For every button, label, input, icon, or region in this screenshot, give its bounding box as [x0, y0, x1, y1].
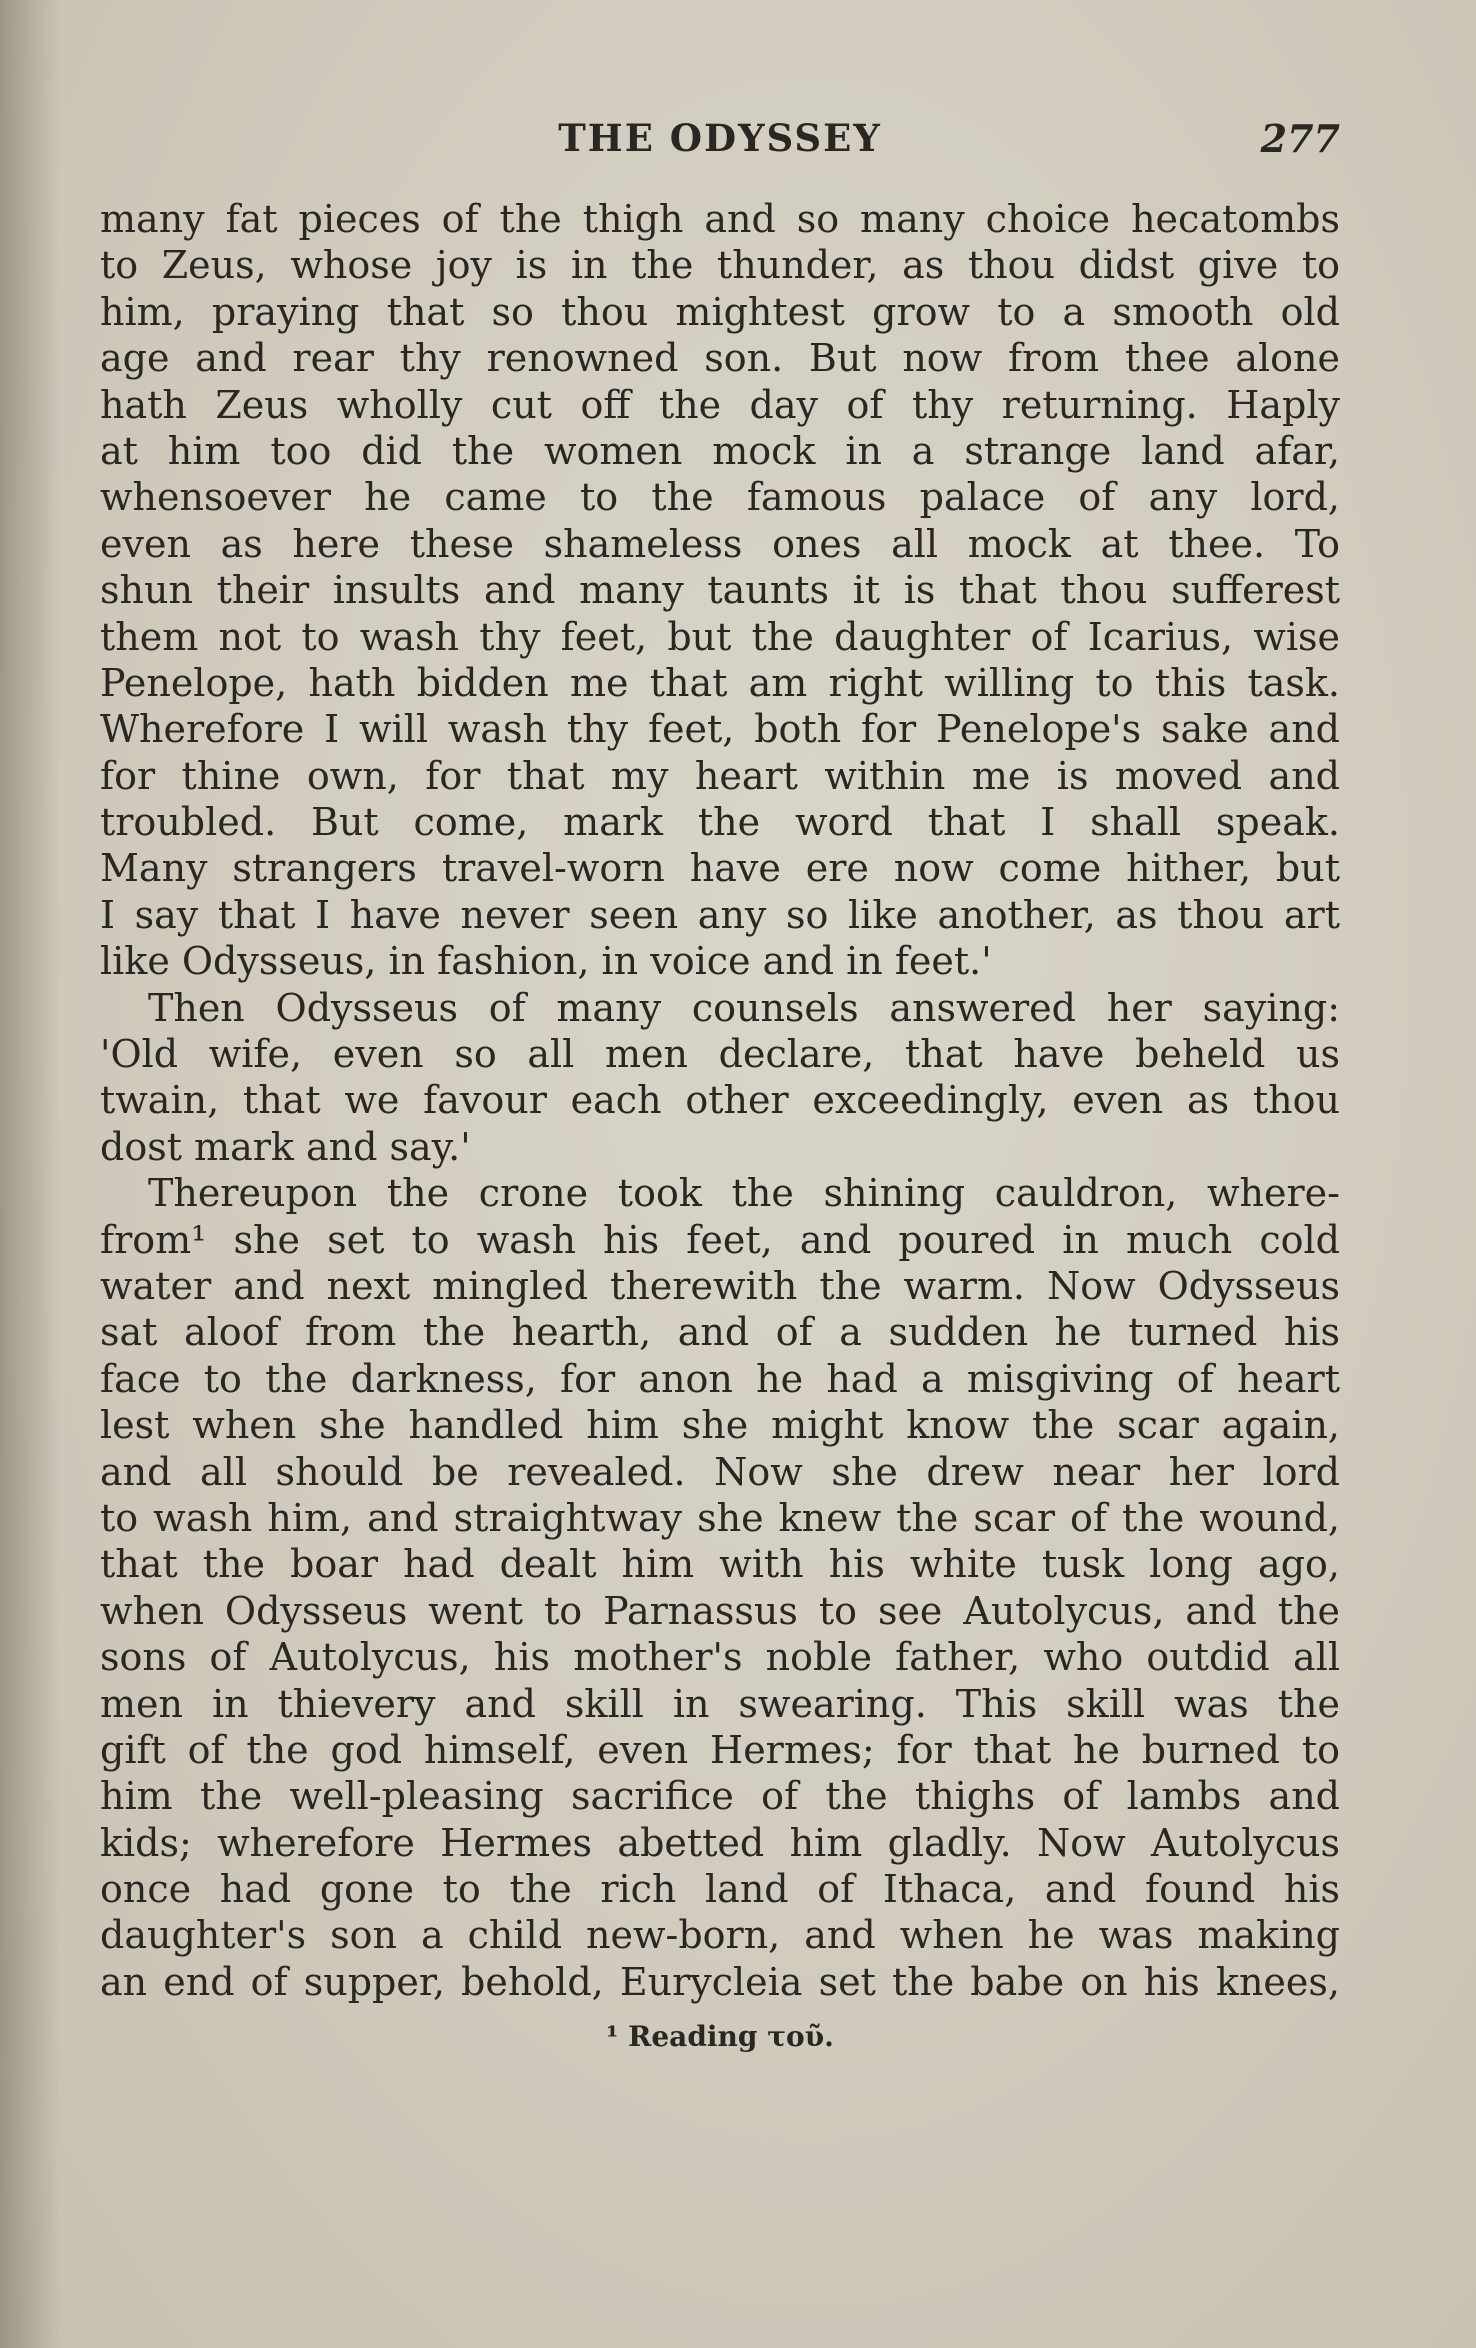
text-line: from¹ she set to wash his feet, and poured in much cold: [100, 1217, 1340, 1262]
text-line: kids; wherefore Hermes abetted him gladly. Now Autolycus: [100, 1820, 1340, 1865]
text-line: Thereupon the crone took the shining cauldron, where-: [148, 1171, 1340, 1216]
text-line: shun their insults and many taunts it is that thou sufferest: [100, 568, 1340, 613]
text-line: that the boar had dealt him with his white tusk long ago,: [100, 1542, 1340, 1587]
text-line: lest when she handled him she might know the scar again,: [100, 1403, 1340, 1448]
page-header: [100, 116, 1340, 176]
footnote: ¹ Reading τοῦ.: [606, 2020, 834, 2053]
text-line: Then Odysseus of many counsels answered her saying:: [148, 985, 1340, 1030]
text-line: for thine own, for that my heart within me is moved and: [100, 753, 1340, 798]
text-line: Wherefore I will wash thy feet, both for Penelope's sake and: [100, 707, 1340, 752]
text-line: them not to wash thy feet, but the daughter of Icarius, wise: [100, 614, 1340, 659]
text-line: men in thievery and skill in swearing. This skill was the: [100, 1681, 1340, 1726]
text-line: I say that I have never seen any so like another, as thou art: [100, 892, 1340, 937]
text-line: water and next mingled therewith the warm. Now Odysseus: [100, 1263, 1340, 1308]
text-line: whensoever he came to the famous palace of any lord,: [100, 475, 1340, 520]
text-line: at him too did the women mock in a strange land afar,: [100, 428, 1340, 473]
text-line: and all should be revealed. Now she drew near her lord: [100, 1449, 1340, 1494]
text-line: daughter's son a child new-born, and when he was making: [100, 1913, 1340, 1958]
text-line: him the well-pleasing sacrifice of the thighs of lambs and: [100, 1774, 1340, 1819]
text-line: Many strangers travel-worn have ere now come hither, but: [100, 846, 1340, 891]
text-line: gift of the god himself, even Hermes; for that he burned to: [100, 1727, 1340, 1772]
text-line: even as here these shameless ones all mock at thee. To: [100, 521, 1340, 566]
text-line: troubled. But come, mark the word that I shall speak.: [100, 800, 1340, 845]
text-line: age and rear thy renowned son. But now from thee alone: [100, 336, 1340, 381]
text-line: him, praying that so thou mightest grow to a smooth old: [100, 289, 1340, 334]
text-line: Penelope, hath bidden me that am right willing to this task.: [100, 660, 1340, 705]
text-line: sat aloof from the hearth, and of a sudden he turned his: [100, 1310, 1340, 1355]
body-text: [100, 196, 1340, 2005]
text-line: once had gone to the rich land of Ithaca, and found his: [100, 1867, 1340, 1912]
text-line: hath Zeus wholly cut off the day of thy returning. Haply: [100, 382, 1340, 427]
text-line: when Odysseus went to Parnassus to see Autolycus, and the: [100, 1588, 1340, 1633]
text-line: like Odysseus, in fashion, in voice and in feet.': [100, 939, 992, 984]
text-line: face to the darkness, for anon he had a misgiving of heart: [100, 1356, 1340, 1401]
text-line: to wash him, and straightway she knew the scar of the wound,: [100, 1495, 1340, 1540]
text-line: twain, that we favour each other exceedingly, even as thou: [100, 1078, 1340, 1123]
running-head: THE ODYSSEY: [558, 116, 882, 160]
text-line: to Zeus, whose joy is in the thunder, as thou didst give to: [100, 243, 1340, 288]
text-line: an end of supper, behold, Eurycleia set the babe on his knees,: [100, 1959, 1340, 2004]
text-line: sons of Autolycus, his mother's noble father, who outdid all: [100, 1635, 1340, 1680]
text-line: 'Old wife, even so all men declare, that have beheld us: [100, 1032, 1340, 1077]
text-line: dost mark and say.': [100, 1124, 471, 1169]
page-number: 277: [1260, 116, 1340, 161]
text-line: many fat pieces of the thigh and so many choice hecatombs: [100, 197, 1340, 241]
